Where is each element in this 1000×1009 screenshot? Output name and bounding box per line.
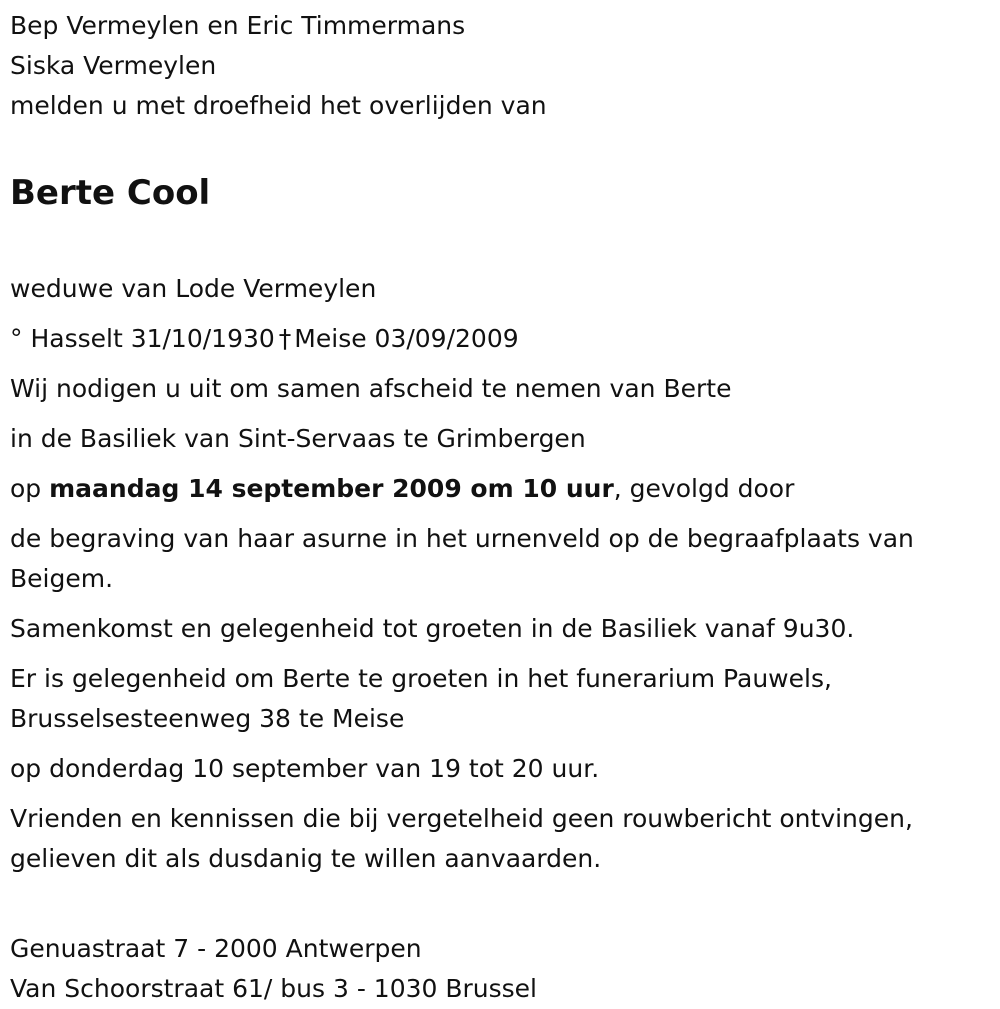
funeral-home-text: Er is gelegenheid om Berte te groeten in het funerarium Pauwels, Brusselsesteenweg 38 te Meise: [10, 664, 832, 733]
ceremony-date-line: [10, 469, 985, 509]
addresses-block: [10, 929, 985, 1009]
invitation-text: Wij nodigen u uit om samen afscheid te nemen van Berte: [10, 374, 732, 403]
viewing-text: op donderdag 10 september van 19 tot 20 uur.: [10, 754, 600, 783]
address-line-1: Genuastraat 7 - 2000 Antwerpen: [10, 934, 422, 963]
announcer-line-2: Siska Vermeylen: [10, 51, 217, 80]
date-suffix: , gevolgd door: [613, 474, 795, 503]
notice-text: Vrienden en kennissen die bij vergetelheid geen rouwbericht ontvingen, gelieven dit als dusdanig te willen aanvaarden.: [10, 804, 913, 873]
death-text: Meise 03/09/2009: [294, 324, 519, 353]
announcers-block: [10, 6, 985, 126]
cross-icon: †: [278, 324, 292, 353]
spacer: [10, 889, 985, 929]
death-notice: [10, 6, 985, 1009]
ceremony-location: in de Basiliek van Sint-Servaas te Grimbergen: [10, 424, 586, 453]
announcer-line-1: Bep Vermeylen en Eric Timmermans: [10, 11, 466, 40]
address-line-2: Van Schoorstraat 61/ bus 3 - 1030 Brussel: [10, 974, 538, 1003]
date-prefix: op: [10, 474, 50, 503]
ceremony-date: maandag 14 september 2009 om 10 uur: [49, 474, 614, 503]
widow-of-text: weduwe van Lode Vermeylen: [10, 274, 377, 303]
gathering-text: Samenkomst en gelegenheid tot groeten in de Basiliek vanaf 9u30.: [10, 614, 855, 643]
burial-text: de begraving van haar asurne in het urnenveld op de begraafplaats van Beigem.: [10, 524, 914, 593]
announcement-text: melden u met droefheid het overlijden van: [10, 91, 547, 120]
birth-text: ° Hasselt 31/10/1930: [10, 324, 275, 353]
deceased-name: Berte Cool: [10, 173, 211, 213]
birth-death-line: [10, 319, 985, 359]
details-block: [10, 269, 985, 879]
